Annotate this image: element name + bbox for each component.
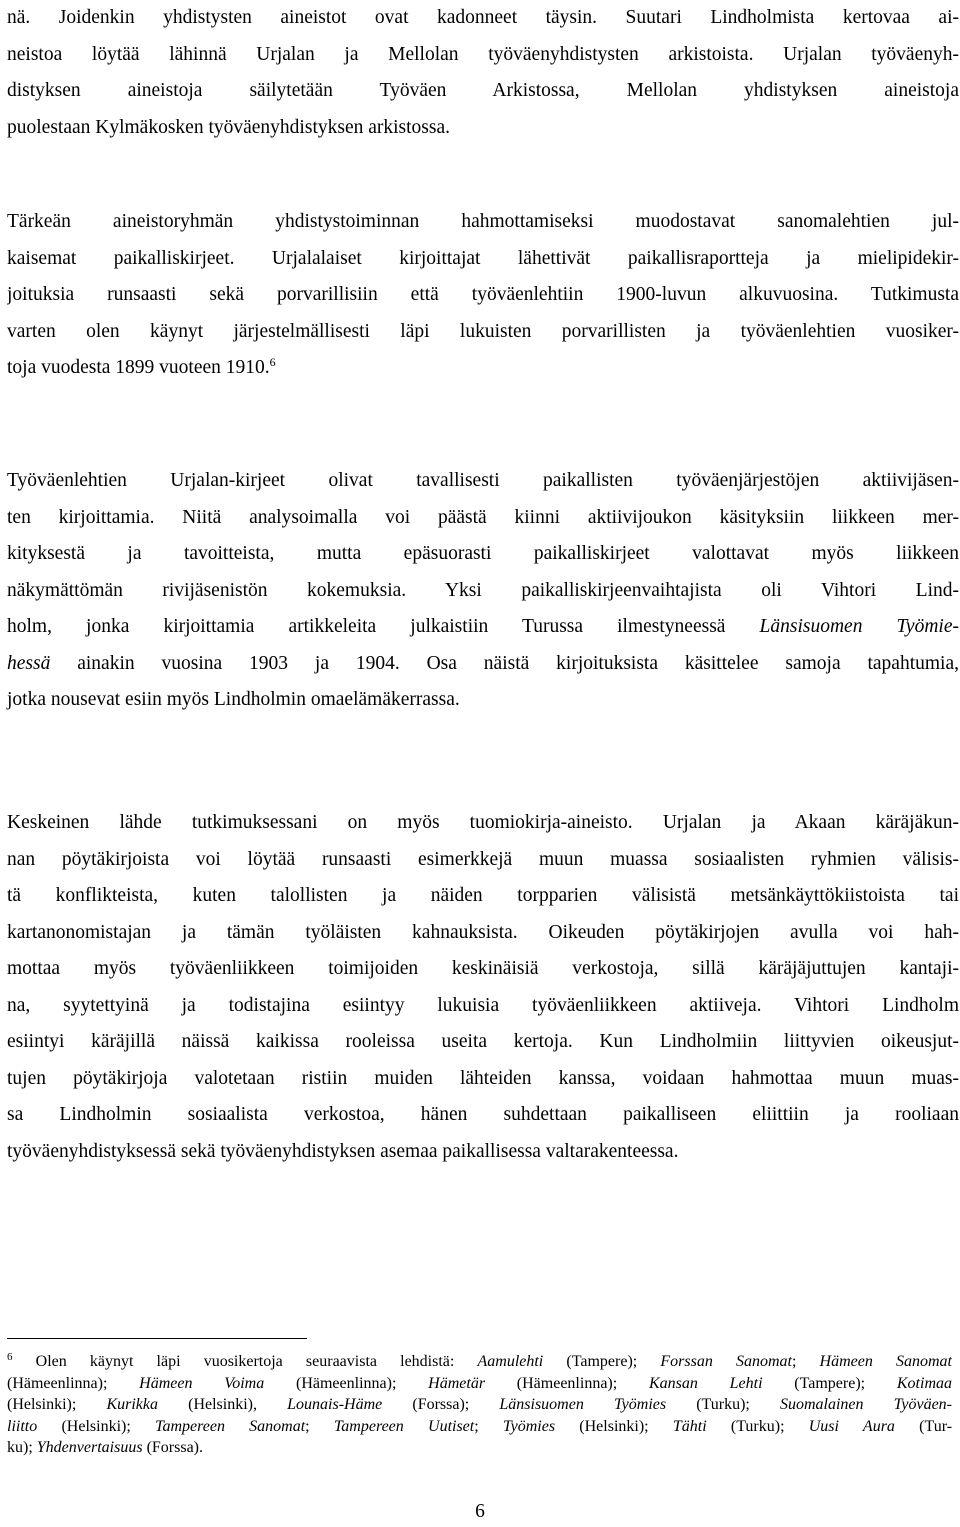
newspaper-title: hessä <box>7 652 51 674</box>
text-span: (Helsinki), <box>158 1396 288 1414</box>
paragraph-archives <box>7 0 959 146</box>
text-line: Keskeinen lähde tutkimuksessani on myös tuomiokirja-aineisto. Urjalan ja Akaan käräjäkun- <box>7 812 959 833</box>
text-span: (Helsinki); <box>555 1417 673 1435</box>
newspaper-title: Hämetär <box>428 1374 486 1392</box>
footnote-line <box>7 1437 952 1459</box>
text-span: (Tampere); <box>762 1374 897 1392</box>
newspaper-title: Yhdenvertaisuus <box>36 1439 143 1457</box>
newspaper-title: Hämeen Sanomat <box>819 1353 952 1370</box>
text-span: ; <box>305 1417 334 1435</box>
newspaper-title: Suomalainen Työväen- <box>779 1396 952 1414</box>
newspaper-title: Tampereen Sanomat <box>155 1417 306 1435</box>
text-span: ku); <box>7 1439 37 1457</box>
text-line <box>7 609 959 646</box>
text-line: Työväenlehtien Urjalan-kirjeet olivat tavallisesti paikallisten työväenjärjestöjen aktiivijäsen- <box>7 470 959 491</box>
text-span: (Hämeenlinna); <box>264 1374 429 1392</box>
text-line: näkymättömän rivijäsenistön kokemuksia. Yksi paikalliskirjeenvaihtajista oli Vihtori Lind- <box>7 579 959 601</box>
newspaper-title: Hämeen Voima <box>139 1374 265 1392</box>
text-span: (Hämeenlinna); <box>485 1374 649 1392</box>
text-span: (Tampere); <box>543 1353 661 1370</box>
footnote-line <box>7 1394 952 1416</box>
footnote-line <box>7 1351 952 1373</box>
newspaper-title: Tampereen Uutiset <box>333 1417 475 1435</box>
newspaper-title: Työmies <box>502 1417 556 1435</box>
text-line <box>7 350 959 387</box>
text-line: jotka nousevat esiin myös Lindholmin omaelämäkerrassa. <box>7 689 460 710</box>
text-span: (Tur- <box>894 1417 952 1435</box>
text-line: esiintyi käräjillä näissä kaikissa rooleissa useita kertoja. Kun Lindholmiin liittyvien oikeusjut- <box>7 1031 959 1052</box>
text-span: (Forssa). <box>142 1439 203 1457</box>
text-span: (Forssa); <box>382 1396 500 1414</box>
newspaper-title: Aamulehti <box>477 1353 544 1370</box>
text-line: työväenyhdistyksessä sekä työväenyhdistyksen asemaa paikallisessa valtarakenteessa. <box>7 1140 679 1162</box>
newspaper-title: Tähti <box>672 1417 707 1435</box>
footnote-separator <box>7 1338 307 1339</box>
text-line: puolestaan Kylmäkosken työväenyhdistyksen arkistossa. <box>7 116 451 138</box>
text-span: ainakin vuosina 1903 ja 1904. Osa näistä kirjoituksista käsittelee samoja tapahtumia, <box>50 652 959 674</box>
newspaper-title: Lounais-Häme <box>287 1396 383 1414</box>
text-line: kaisemat paikalliskirjeet. Urjalalaiset kirjoittajat lähettivät paikallisraportteja ja mielipidekir- <box>7 247 959 269</box>
text-span: (Helsinki); <box>37 1417 156 1435</box>
footnote-line <box>7 1416 952 1438</box>
text-line: sa Lindholmin sosiaalista verkostoa, hänen suhdettaan paikalliseen eliittiin ja rooliaan <box>7 1104 959 1125</box>
paragraph-local-letters <box>7 463 959 719</box>
text-span: Olen käynyt läpi vuosikertoja seuraavista lehdistä: <box>12 1353 478 1370</box>
newspaper-title: liitto <box>7 1417 38 1435</box>
newspaper-title: Forssan Sanomat <box>660 1353 792 1370</box>
text-line: mottaa myös työväenliikkeen toimijoiden keskinäisiä verkostoja, sillä käräjäjuttujen kantaji- <box>7 958 959 979</box>
newspaper-title: Länsisuomen Työmies <box>499 1396 667 1414</box>
text-line: varten olen käynyt järjestelmällisesti läpi lukuisten porvarillisten ja työväenlehtien vuosiker- <box>7 320 959 342</box>
page-number: 6 <box>475 1501 485 1522</box>
text-span: holm, jonka kirjoittamia artikkeleita julkaistiin Turussa ilmestyneessä <box>7 616 760 637</box>
text-line: kartanonomistajan ja tämän työläisten kahnauksista. Oikeuden pöytäkirjojen avulla voi hah- <box>7 921 959 943</box>
text-line: na, syytettyinä ja todistajina esiintyy lukuisia työväenliikkeen aktiiveja. Vihtori Lindholm <box>7 994 959 1016</box>
text-line: joituksia runsaasti sekä porvarillisiin että työväenlehtiin 1900-luvun alkuvuosina. Tutkimusta <box>7 284 959 305</box>
newspaper-title: Kansan Lehti <box>648 1374 763 1392</box>
text-span: (Turku); <box>706 1417 809 1435</box>
paragraph-court-records <box>7 805 959 1170</box>
text-line: tujen pöytäkirjoja valotetaan ristiin muiden lähteiden kanssa, voidaan hahmottaa muun muas- <box>7 1067 959 1089</box>
newspaper-title: Kotimaa <box>896 1374 952 1392</box>
text-span: ; <box>474 1417 503 1435</box>
footnote <box>7 1351 952 1459</box>
text-span: toja vuodesta 1899 vuoteen 1910. <box>7 357 270 378</box>
newspaper-title: Uusi Aura <box>808 1417 895 1435</box>
text-line: distyksen aineistoja säilytetään Työväen Arkistossa, Mellolan yhdistyksen aineistoja <box>7 80 959 101</box>
newspaper-title: Kurikka <box>106 1396 158 1414</box>
text-span: ; <box>791 1353 820 1370</box>
footnote-reference[interactable]: 6 <box>269 355 276 369</box>
text-span: (Turku); <box>666 1396 780 1414</box>
newspaper-title: Länsisuomen Työmie- <box>759 616 959 637</box>
text-line: nan pöytäkirjoista voi löytää runsaasti esimerkkejä muun muassa sosiaalisten ryhmien välisis- <box>7 848 959 870</box>
footnote-number: 6 <box>7 1351 13 1363</box>
text-line: kityksestä ja tavoitteista, mutta epäsuorasti paikalliskirjeet valottavat myös liikkeen <box>7 543 959 564</box>
text-line: neistoa löytää lähinnä Urjalan ja Mellolan työväenyhdistysten arkistoista. Urjalan työväenyh- <box>7 43 959 65</box>
text-span: (Hämeenlinna); <box>7 1374 140 1392</box>
text-line <box>7 646 959 683</box>
text-line: tä konflikteista, kuten talollisten ja näiden torpparien välisistä metsänkäyttökiistoista tai <box>7 885 959 906</box>
paragraph-newspapers <box>7 204 959 387</box>
footnote-line <box>7 1373 952 1395</box>
text-span: (Helsinki); <box>7 1396 107 1414</box>
text-line: nä. Joidenkin yhdistysten aineistot ovat kadonneet täysin. Suutari Lindholmista kertovaa ai- <box>7 7 959 28</box>
text-line: Tärkeän aineistoryhmän yhdistystoiminnan hahmottamiseksi muodostavat sanomalehtien jul- <box>7 211 959 232</box>
text-line: ten kirjoittamia. Niitä analysoimalla voi päästä kiinni aktiivijoukon käsityksiin liikkeen mer- <box>7 506 959 528</box>
